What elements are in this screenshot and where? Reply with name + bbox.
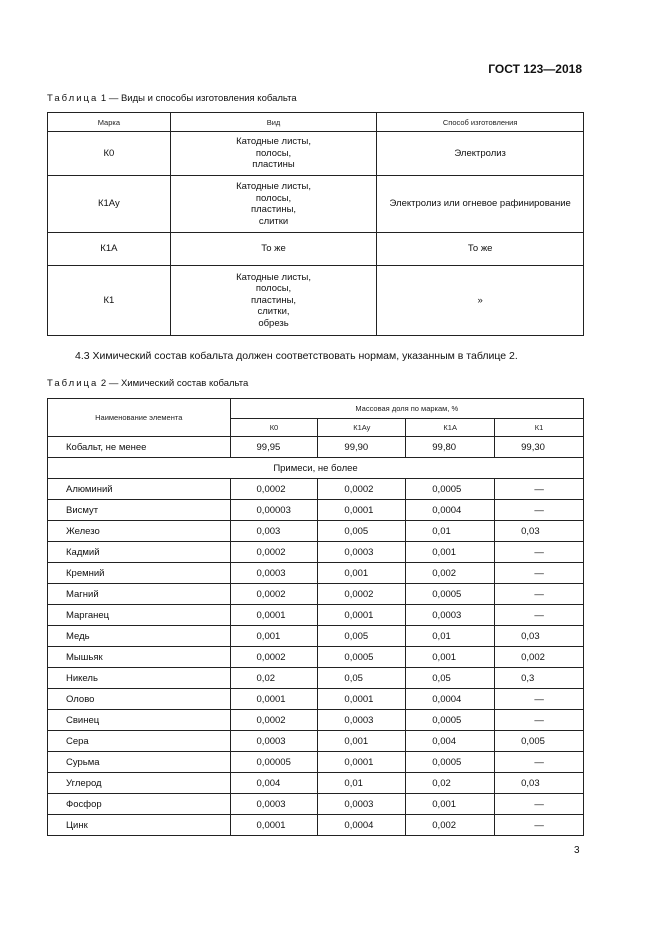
- table1-vid: Катодные листы, полосы, пластины, слитки: [170, 176, 377, 233]
- table2-element-name: Цинк: [48, 815, 231, 836]
- table2-value: 0,02: [406, 773, 495, 794]
- page-number: 3: [574, 845, 580, 856]
- table2-row: [48, 479, 584, 500]
- table2-value: 0,001: [318, 563, 406, 584]
- table2-value: 0,0003: [230, 731, 318, 752]
- table2-value: 0,05: [406, 668, 495, 689]
- table1-caption-prefix: Таблица: [47, 93, 99, 104]
- table1-grade: К1Ау: [48, 176, 171, 233]
- table2-header-row: [48, 399, 584, 419]
- table2-value: 99,80: [406, 437, 495, 458]
- table2-value: —: [495, 605, 584, 626]
- table2-row: [48, 626, 584, 647]
- table2-grade: К1Ау: [318, 419, 406, 437]
- table2-row: [48, 668, 584, 689]
- table1-caption-text: — Виды и способы изготовления кобальта: [108, 93, 297, 104]
- table2-row: [48, 752, 584, 773]
- table2-caption-text: — Химический состав кобальта: [108, 378, 249, 389]
- table2-value: 99,90: [318, 437, 406, 458]
- table2-value: —: [495, 689, 584, 710]
- table2-element-name: Мышьяк: [48, 647, 231, 668]
- table2-value: 0,003: [230, 521, 318, 542]
- table2-value: 0,0003: [318, 710, 406, 731]
- table2-cobalt-row: [48, 437, 584, 458]
- table1-col-vid: Вид: [170, 113, 377, 132]
- table2-value: 0,05: [318, 668, 406, 689]
- table2-value: 0,03: [495, 773, 584, 794]
- table1-vid: То же: [170, 233, 377, 266]
- standard-designation: ГОСТ 123—2018: [488, 62, 582, 76]
- table1-header-row: [48, 113, 584, 132]
- table2-row: [48, 689, 584, 710]
- table2-element-name: Висмут: [48, 500, 231, 521]
- table2-row: [48, 794, 584, 815]
- table2-value: 0,02: [230, 668, 318, 689]
- table2-value: 0,001: [406, 542, 495, 563]
- table2-value: 0,0003: [230, 794, 318, 815]
- table2-value: —: [495, 500, 584, 521]
- table2-col-name: Наименование элемента: [48, 399, 231, 437]
- table2-value: 0,002: [495, 647, 584, 668]
- table2-value: 0,002: [406, 815, 495, 836]
- table2-value: —: [495, 752, 584, 773]
- table2-value: 99,95: [230, 437, 318, 458]
- table2-row: [48, 605, 584, 626]
- table2-value: 0,001: [406, 794, 495, 815]
- table2-impurities-label: Примеси, не более: [48, 458, 584, 479]
- table2-value: 0,0001: [318, 605, 406, 626]
- table1-caption-num: 1: [100, 93, 107, 104]
- table2-element-name: Алюминий: [48, 479, 231, 500]
- table1-row: [48, 266, 584, 336]
- table2-element-name: Кадмий: [48, 542, 231, 563]
- table2-value: 0,01: [406, 521, 495, 542]
- table2-value: 0,0002: [230, 584, 318, 605]
- table2-element-name: Медь: [48, 626, 231, 647]
- table2-value: 0,001: [230, 626, 318, 647]
- table1-grade: К1А: [48, 233, 171, 266]
- table2-value: 0,002: [406, 563, 495, 584]
- table2-value: —: [495, 479, 584, 500]
- table2-element-name: Никель: [48, 668, 231, 689]
- table2-value: 0,0005: [406, 752, 495, 773]
- table1-row: [48, 233, 584, 266]
- table2-value: 0,0002: [230, 542, 318, 563]
- table1: [47, 112, 584, 336]
- table2-element-name: Олово: [48, 689, 231, 710]
- table2-row: [48, 521, 584, 542]
- table2-value: 0,03: [495, 626, 584, 647]
- table2-row: [48, 563, 584, 584]
- table2-element-name: Фосфор: [48, 794, 231, 815]
- table2-value: 0,0004: [318, 815, 406, 836]
- table1-method: Электролиз: [377, 132, 584, 176]
- table1-vid: Катодные листы, полосы, пластины: [170, 132, 377, 176]
- table1-method: »: [377, 266, 584, 336]
- table2-caption-prefix: Таблица: [47, 378, 99, 389]
- table2-value: 99,30: [495, 437, 584, 458]
- table2-value: 0,004: [230, 773, 318, 794]
- table1-grade: К0: [48, 132, 171, 176]
- table2-value: 0,005: [495, 731, 584, 752]
- table2-element-name: Свинец: [48, 710, 231, 731]
- table2-element-name: Железо: [48, 521, 231, 542]
- table2-value: —: [495, 542, 584, 563]
- table1-grade: К1: [48, 266, 171, 336]
- paragraph-4-3: 4.3 Химический состав кобальта должен соответствовать нормам, указанным в таблице 2.: [75, 350, 518, 362]
- table2-value: 0,0005: [318, 647, 406, 668]
- table2-value: —: [495, 584, 584, 605]
- table2-row: [48, 731, 584, 752]
- table2-caption: [47, 378, 248, 389]
- table2-element-name: Кремний: [48, 563, 231, 584]
- table2-value: 0,0001: [230, 689, 318, 710]
- table2: [47, 398, 584, 836]
- table2-value: 0,0001: [318, 752, 406, 773]
- table2-grade: К1: [495, 419, 584, 437]
- table2-value: 0,00005: [230, 752, 318, 773]
- table2-value: 0,001: [318, 731, 406, 752]
- table2-row: [48, 584, 584, 605]
- table2-element-name: Углерод: [48, 773, 231, 794]
- table2-value: 0,0005: [406, 584, 495, 605]
- table2-element-name: Кобальт, не менее: [48, 437, 231, 458]
- table2-value: 0,0004: [406, 500, 495, 521]
- table2-value: 0,0002: [230, 479, 318, 500]
- table2-row: [48, 542, 584, 563]
- table2-value: 0,001: [406, 647, 495, 668]
- table2-element-name: Магний: [48, 584, 231, 605]
- table2-row: [48, 815, 584, 836]
- table2-value: 0,0003: [318, 542, 406, 563]
- table2-value: 0,004: [406, 731, 495, 752]
- table2-element-name: Сера: [48, 731, 231, 752]
- table2-grade: К1А: [406, 419, 495, 437]
- table2-value: 0,0001: [318, 689, 406, 710]
- table2-value: —: [495, 710, 584, 731]
- table2-value: 0,0001: [318, 500, 406, 521]
- table2-value: —: [495, 815, 584, 836]
- table1-col-grade: Марка: [48, 113, 171, 132]
- table2-value: 0,005: [318, 521, 406, 542]
- table2-subheader-row: [48, 458, 584, 479]
- table2-row: [48, 500, 584, 521]
- table2-value: —: [495, 794, 584, 815]
- table1-col-method: Способ изготовления: [377, 113, 584, 132]
- table2-value: 0,3: [495, 668, 584, 689]
- table2-value: 0,0003: [318, 794, 406, 815]
- table2-value: 0,0002: [230, 710, 318, 731]
- table2-value: 0,0004: [406, 689, 495, 710]
- table2-value: 0,0002: [318, 479, 406, 500]
- table1-method: То же: [377, 233, 584, 266]
- table1-vid: Катодные листы, полосы, пластины, слитки, обрезь: [170, 266, 377, 336]
- table2-value: 0,0005: [406, 479, 495, 500]
- table2-value: 0,0005: [406, 710, 495, 731]
- table1-caption: [47, 93, 297, 104]
- table2-value: 0,0001: [230, 815, 318, 836]
- table2-row: [48, 710, 584, 731]
- table2-value: 0,0002: [230, 647, 318, 668]
- table2-caption-num: 2: [100, 378, 107, 389]
- table2-element-name: Марганец: [48, 605, 231, 626]
- table2-row: [48, 647, 584, 668]
- table2-value: 0,0001: [230, 605, 318, 626]
- table2-row: [48, 773, 584, 794]
- table2-value: 0,03: [495, 521, 584, 542]
- table2-value: 0,00003: [230, 500, 318, 521]
- table1-row: [48, 176, 584, 233]
- table2-grade: К0: [230, 419, 318, 437]
- table1-row: [48, 132, 584, 176]
- table2-value: 0,0003: [230, 563, 318, 584]
- table2-value: 0,0002: [318, 584, 406, 605]
- table2-value: 0,01: [406, 626, 495, 647]
- table1-method: Электролиз или огневое рафинирование: [377, 176, 584, 233]
- table2-value: 0,01: [318, 773, 406, 794]
- table2-value: 0,005: [318, 626, 406, 647]
- table2-col-group: Массовая доля по маркам, %: [230, 399, 583, 419]
- table2-value: —: [495, 563, 584, 584]
- table2-value: 0,0003: [406, 605, 495, 626]
- table2-element-name: Сурьма: [48, 752, 231, 773]
